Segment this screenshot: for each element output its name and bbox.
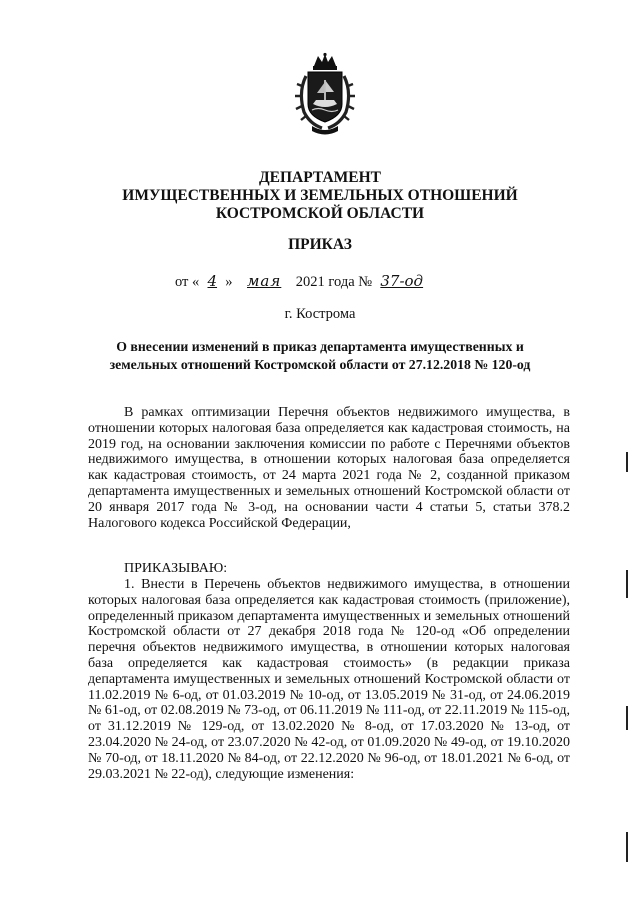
document-type-title: ПРИКАЗ: [288, 236, 352, 253]
org-name-line-3: КОСТРОМСКОЙ ОБЛАСТИ: [215, 205, 425, 222]
org-name-line-2: ИМУЩЕСТВЕННЫХ И ЗЕМЕЛЬНЫХ ОТНОШЕНИЙ: [122, 187, 518, 204]
handwritten-day: 4: [207, 272, 218, 290]
scan-margin-mark: [626, 832, 628, 862]
order-directive: [88, 561, 570, 577]
order-subject: [80, 338, 560, 374]
paragraph-clause-1: 1. Внести в Перечень объектов недвижимого имущества, в отношении которых налоговая база определяется как кадастровая стоимость (приложение), определенный приказом департамента имущественных и земельных отношений Костромской области от 27 декабря 2018 года № 120-од «Об определении перечня объектов недвижимого имущества, в отношении которых налоговая база определяется как кадастровая стоимость» (в редакции приказа департамента имущественных и земельных отношений Костромской области от 11.02.2019 № 6-од, от 01.03.2019 № 10-од, от 13.05.2019 № 31-од, от 24.06.2019 № 61-од, от 02.08.2019 № 73-од, от 06.11.2019 № 111-од, от 22.11.2019 № 115-од, от 31.12.2019 № 129-од, от 13.02.2020 № 8-од, от 17.03.2020 № 13-од, от 23.04.2020 № 24-од, от 23.07.2020 № 42-од, от 01.09.2020 № 49-од, от 19.10.2020 № 70-од, от 18.11.2020 № 84-од, от 22.12.2020 № 96-од, от 18.01.2021 № 6-од, от 29.03.2021 № 22-од), следующие изменения:: [88, 577, 570, 782]
paragraph-order-word: ПРИКАЗЫВАЮ:: [124, 561, 228, 576]
org-name-line-1: ДЕПАРТАМЕНТ: [258, 169, 382, 186]
paragraph-preamble: В рамках оптимизации Перечня объектов недвижимого имущества, в отношении которых налоговая база определяется как кадастровая стоимость, на 2019 год, на основании заключения комиссии по работе с Перечнями объектов недвижимого имущества, в отношении которых налоговая база определяется как кадастровая стоимость, от 24 марта 2021 года № 2, созданной приказом департамента имущественных и земельных отношений Костромской области от 20 января 2017 года № 3-од, на основании части 4 статьи 5, статьи 378.2 Налогового кодекса Российской Федерации,: [88, 405, 570, 531]
date-prefix: от «: [175, 274, 200, 290]
coat-of-arms-icon: [294, 52, 356, 136]
handwritten-order-number: 37-од: [380, 272, 424, 290]
date-mid: »: [225, 274, 233, 290]
scan-margin-mark: [626, 570, 628, 598]
date-year: 2021 года №: [295, 274, 373, 290]
scan-margin-mark: [626, 452, 628, 472]
handwritten-month: мая: [247, 272, 282, 290]
subject-line-2: земельных отношений Костромской области от 27.12.2018 № 120-од: [109, 357, 531, 372]
preamble-paragraph: [88, 405, 570, 531]
clause-1: [88, 577, 570, 782]
city: г. Кострома: [284, 306, 356, 322]
scan-margin-mark: [626, 706, 628, 730]
date-line: [175, 272, 505, 291]
subject-line-1: О внесении изменений в приказ департамента имущественных и: [116, 339, 524, 354]
